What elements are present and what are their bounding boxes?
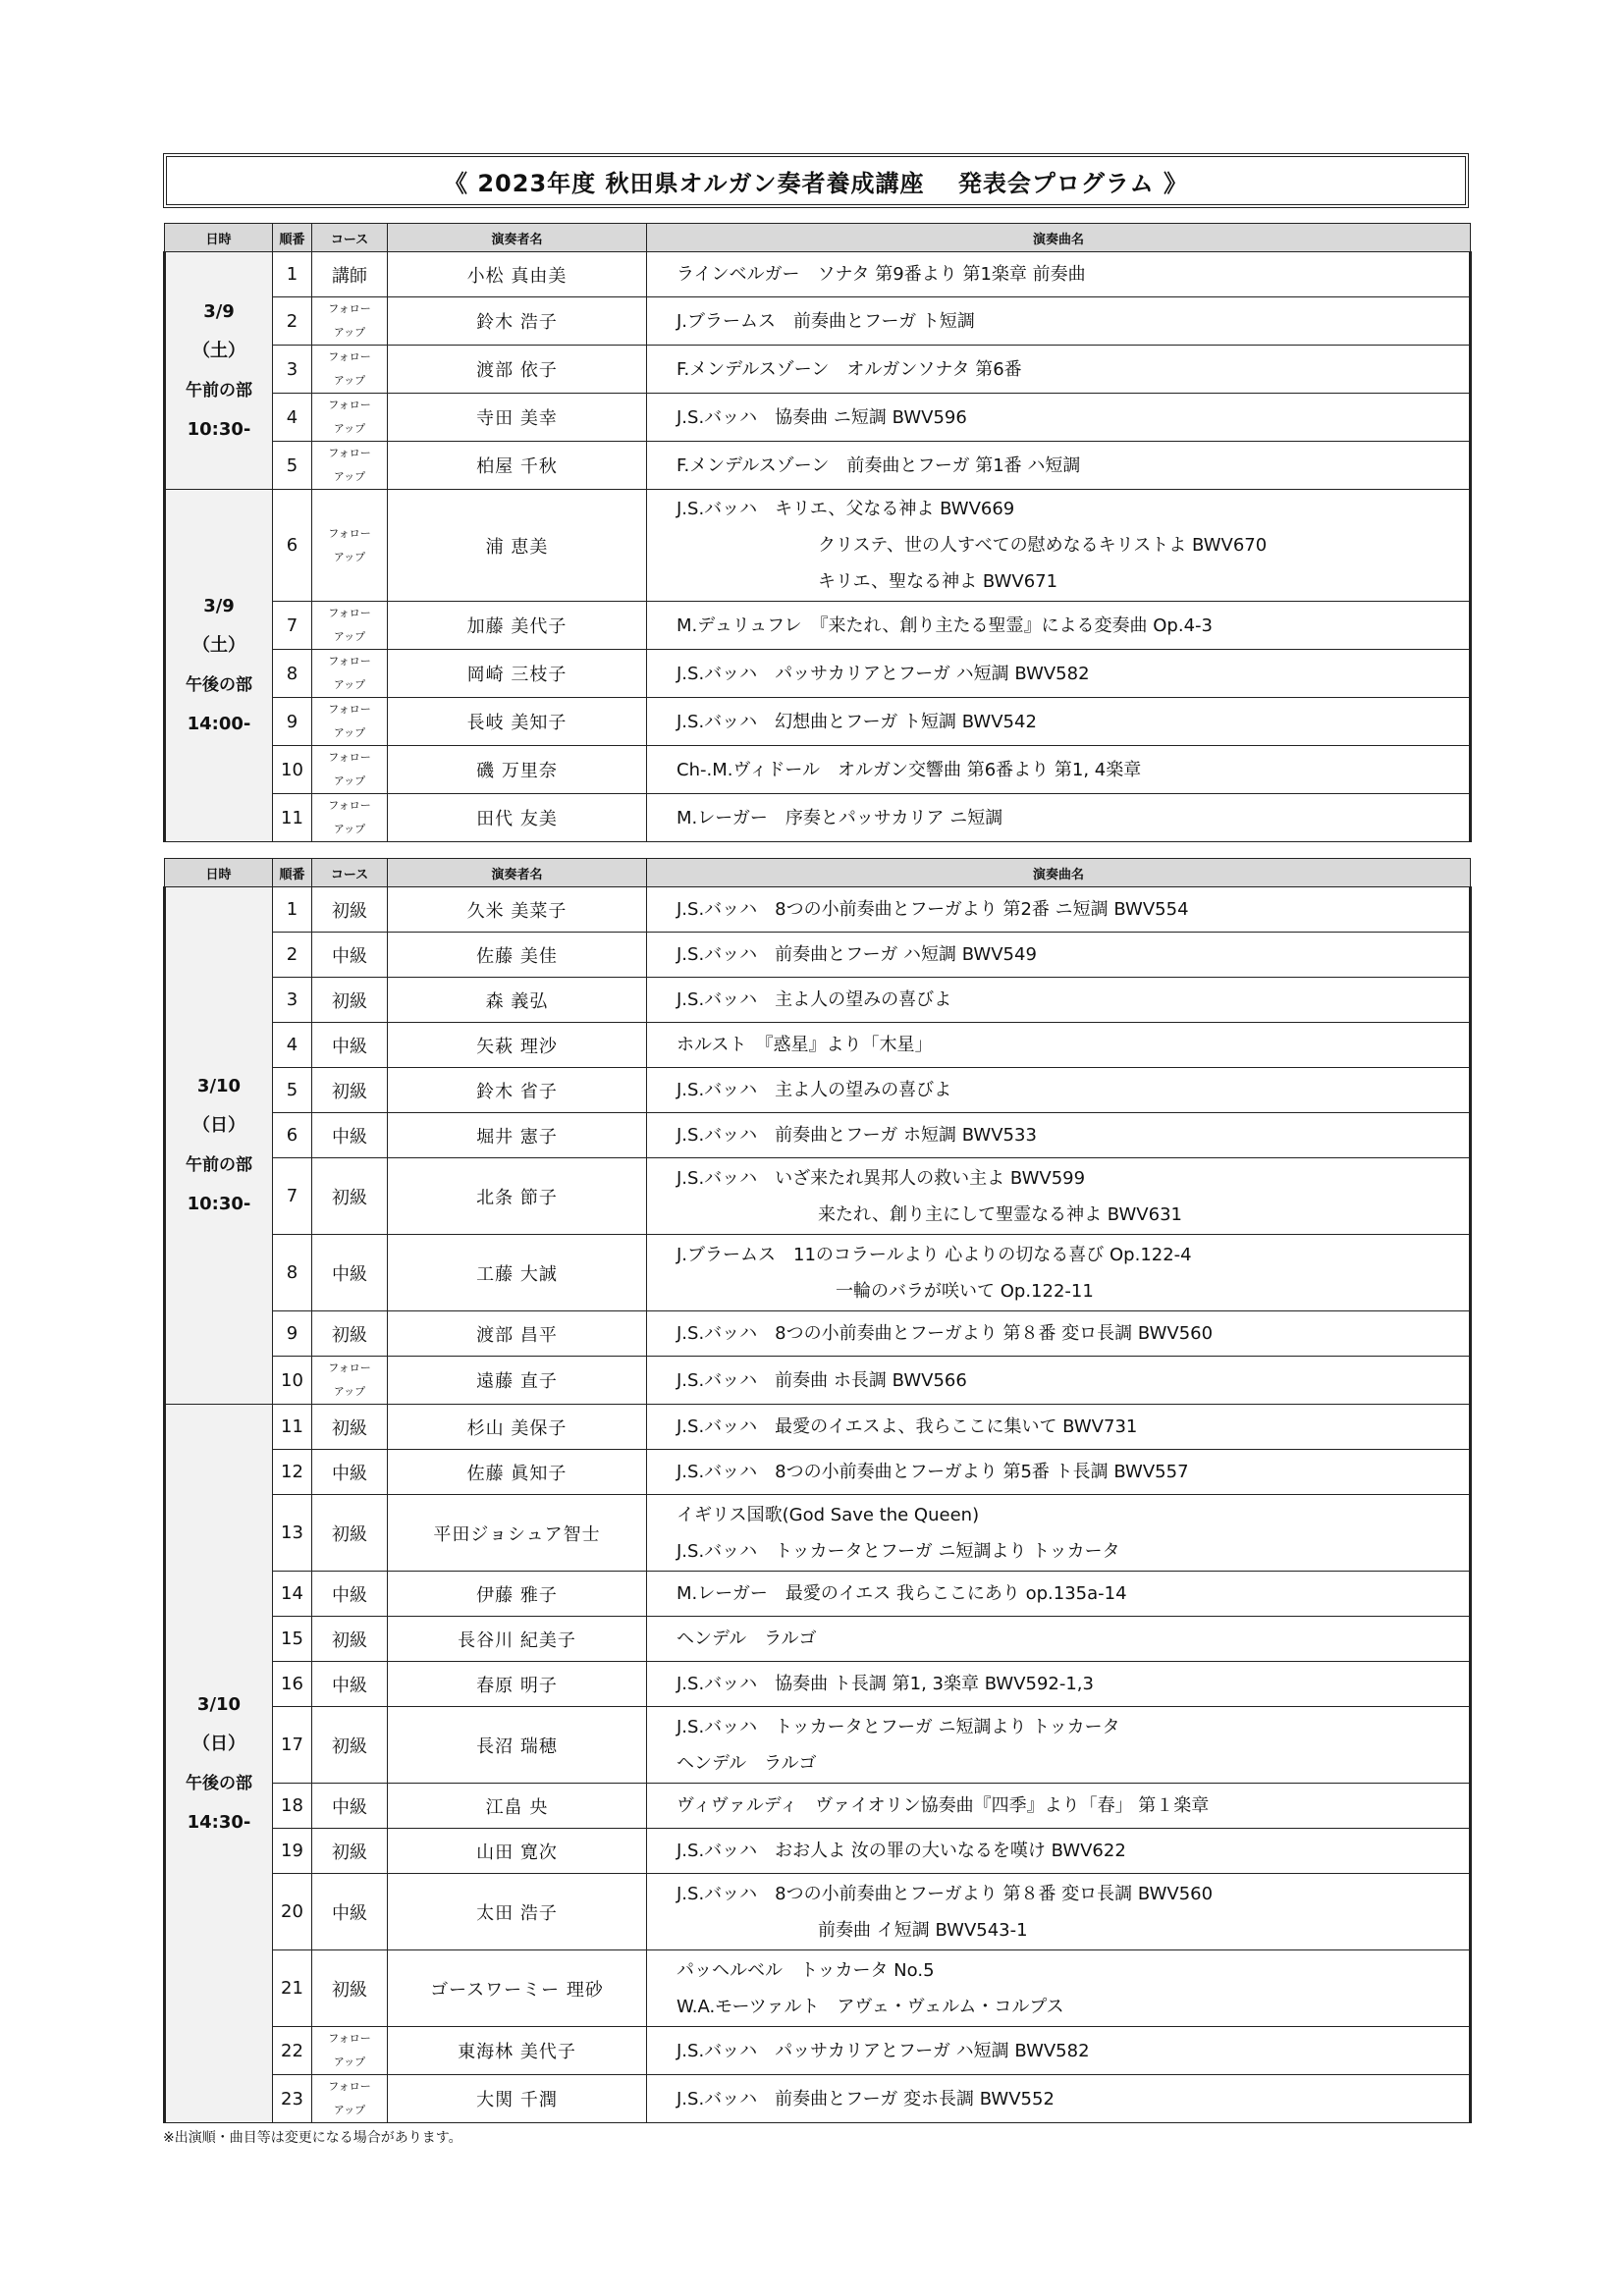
pieces-cell [647,1874,1471,1950]
course-label: 初級 [312,978,388,1023]
piece-line: クリステ、世の人すべての慰めなるキリストよ BWV670 [677,535,1268,556]
session-day: （日） [192,1733,245,1754]
session-date: 3/9 [203,300,235,322]
piece-line: ヘンデル ラルゴ [677,1629,817,1649]
session-time: 14:00- [187,714,251,734]
program-page [163,153,1469,2147]
performer-name: 工藤 大誠 [388,1235,647,1311]
order-number: 17 [273,1707,312,1784]
order-number: 14 [273,1572,312,1617]
pieces-cell [647,1023,1471,1068]
performer-name: 杉山 美保子 [388,1405,647,1450]
session-cell [165,1405,273,2123]
header-row [165,859,1471,887]
table-row [165,1829,1471,1874]
performer-name: 堀井 憲子 [388,1113,647,1158]
pieces-cell [647,1235,1471,1311]
order-number: 6 [273,1113,312,1158]
performer-name: 久米 美菜子 [388,887,647,933]
course-label: 中級 [312,1113,388,1158]
performer-name: 鈴木 省子 [388,1068,647,1113]
piece-line: 来たれ、創り主にして聖霊なる神よ BWV631 [677,1203,1182,1225]
pieces-cell [647,394,1471,442]
footnote: ※出演順・曲目等は変更になる場合があります。 [163,2130,462,2146]
pieces-cell [647,2027,1471,2075]
performer-name: 山田 寛次 [388,1829,647,1874]
pieces-cell [647,978,1471,1023]
table-row [165,394,1471,442]
pieces-cell [647,1495,1471,1572]
piece-line: J.S.バッハ 前奏曲とフーガ ホ短調 BWV533 [677,1125,1037,1146]
pieces-cell [647,1068,1471,1113]
performer-name: 北条 節子 [388,1158,647,1235]
program-title: 《 2023年度 秋田県オルガン奏者養成講座 発表会プログラム 》 [163,153,1469,208]
piece-line: J.S.バッハ 前奏曲とフーガ ハ短調 BWV549 [677,944,1037,965]
order-number: 7 [273,1158,312,1235]
program-table [163,858,1472,2123]
table-row [165,297,1471,346]
performer-name: 佐藤 美佳 [388,933,647,978]
header-order: 順番 [273,859,312,887]
order-number: 4 [273,394,312,442]
session-part: 午前の部 [186,1155,252,1175]
table-row [165,2075,1471,2123]
program-table [163,223,1472,842]
course-label: 中級 [312,1235,388,1311]
order-number: 18 [273,1784,312,1829]
course-label: 初級 [312,1311,388,1357]
table-row [165,650,1471,698]
course-label: 初級 [312,1707,388,1784]
order-number: 8 [273,1235,312,1311]
order-number: 3 [273,978,312,1023]
pieces-cell [647,346,1471,394]
course-label: 中級 [312,1784,388,1829]
piece-line: イギリス国歌(God Save the Queen) [677,1504,980,1525]
piece-line: ラインベルガー ソナタ 第9番より 第1楽章 前奏曲 [677,264,1086,285]
table-row [165,602,1471,650]
header-course: コース [312,224,388,252]
piece-line: J.S.バッハ 最愛のイエスよ、我らここに集いて BWV731 [677,1416,1138,1437]
table-row [165,1311,1471,1357]
performer-name: 江畠 央 [388,1784,647,1829]
pieces-cell [647,698,1471,746]
performer-name: 東海林 美代子 [388,2027,647,2075]
pieces-cell [647,1617,1471,1662]
session-cell [165,252,273,490]
piece-line: パッヘルベル トッカータ No.5 [677,1959,935,1981]
order-number: 22 [273,2027,312,2075]
table-row [165,442,1471,490]
program-tables [163,223,1469,2123]
pieces-cell [647,1158,1471,1235]
piece-line: J.S.バッハ 主よ人の望みの喜びよ [677,1080,952,1100]
order-number: 3 [273,346,312,394]
piece-line: ヘンデル ラルゴ [677,1752,817,1774]
piece-line: J.ブラームス 前奏曲とフーガ ト短調 [677,310,975,332]
table-row [165,1235,1471,1311]
piece-line: キリエ、聖なる神よ BWV671 [677,571,1058,592]
piece-line: J.S.バッハ 前奏曲とフーガ 変ホ長調 BWV552 [677,2088,1055,2109]
course-label: フォロー アップ [312,490,388,602]
pieces-cell [647,794,1471,842]
course-label: 中級 [312,1023,388,1068]
header-pieces: 演奏曲名 [647,859,1471,887]
table-row [165,1357,1471,1405]
table-row [165,1068,1471,1113]
piece-line: J.S.バッハ いざ来たれ異邦人の救い主よ BWV599 [677,1167,1086,1189]
pieces-cell [647,1357,1471,1405]
table-row [165,1023,1471,1068]
piece-line: J.S.バッハ 8つの小前奏曲とフーガより 第2番 ニ短調 BWV554 [677,899,1189,920]
course-label: 初級 [312,1068,388,1113]
order-number: 2 [273,933,312,978]
pieces-cell [647,2075,1471,2123]
table-row [165,1707,1471,1784]
performer-name: ゴースワーミー 理砂 [388,1950,647,2027]
session-part: 午後の部 [186,675,252,695]
session-date: 3/9 [203,596,235,616]
header-row [165,224,1471,252]
pieces-cell [647,297,1471,346]
performer-name: 大関 千潤 [388,2075,647,2123]
table-row [165,1405,1471,1450]
order-number: 9 [273,698,312,746]
session-date: 3/10 [196,1693,242,1715]
table-row [165,1113,1471,1158]
table-row [165,1874,1471,1950]
course-label: フォロー アップ [312,442,388,490]
performer-name: 渡部 昌平 [388,1311,647,1357]
order-number: 20 [273,1874,312,1950]
course-label: 初級 [312,1405,388,1450]
course-label: 初級 [312,1950,388,2027]
performer-name: 加藤 美代子 [388,602,647,650]
pieces-cell [647,746,1471,794]
order-number: 10 [273,746,312,794]
pieces-cell [647,1405,1471,1450]
piece-line: J.S.バッハ 協奏曲 ニ短調 BWV596 [677,406,967,428]
performer-name: 田代 友美 [388,794,647,842]
table-row [165,2027,1471,2075]
table-row [165,1572,1471,1617]
session-date: 3/10 [196,1076,242,1096]
pieces-cell [647,887,1471,933]
pieces-cell [647,1113,1471,1158]
course-label: フォロー アップ [312,394,388,442]
piece-line: J.S.バッハ トッカータとフーガ ニ短調より トッカータ [677,1716,1120,1737]
performer-name: 太田 浩子 [388,1874,647,1950]
course-label: 初級 [312,1829,388,1874]
order-number: 2 [273,297,312,346]
session-cell [165,887,273,1405]
performer-name: 矢萩 理沙 [388,1023,647,1068]
piece-line: M.レーガー 最愛のイエス 我らここにあり op.135a-14 [677,1583,1127,1604]
piece-line: J.S.バッハ 前奏曲 ホ長調 BWV566 [677,1369,967,1391]
order-number: 5 [273,1068,312,1113]
piece-line: F.メンデルスゾーン 前奏曲とフーガ 第1番 ハ短調 [677,454,1081,476]
performer-name: 磯 万里奈 [388,746,647,794]
piece-line: J.S.バッハ パッサカリアとフーガ ハ短調 BWV582 [677,663,1090,684]
performer-name: 渡部 依子 [388,346,647,394]
course-label: フォロー アップ [312,794,388,842]
piece-line: J.S.バッハ 幻想曲とフーガ ト短調 BWV542 [677,711,1037,732]
session-time: 14:30- [187,1811,251,1833]
pieces-cell [647,1450,1471,1495]
order-number: 19 [273,1829,312,1874]
header-date: 日時 [165,859,273,887]
pieces-cell [647,1829,1471,1874]
table-row [165,252,1471,297]
order-number: 11 [273,1405,312,1450]
piece-line: J.ブラームス 11のコラールより 心よりの切なる喜び Op.122-4 [677,1244,1192,1265]
piece-line: J.S.バッハ キリエ、父なる神よ BWV669 [677,499,1015,519]
course-label: 中級 [312,1662,388,1707]
table-row [165,1617,1471,1662]
order-number: 8 [273,650,312,698]
pieces-cell [647,1662,1471,1707]
session-time: 10:30- [187,1194,251,1214]
course-label: フォロー アップ [312,297,388,346]
piece-line: 前奏曲 イ短調 BWV543-1 [677,1919,1028,1941]
piece-line: 一輪のバラが咲いて Op.122-11 [677,1280,1094,1302]
header-date: 日時 [165,224,273,252]
order-number: 21 [273,1950,312,2027]
course-label: フォロー アップ [312,1357,388,1405]
performer-name: 遠藤 直子 [388,1357,647,1405]
session-day: （土） [192,340,245,361]
session-part: 午前の部 [186,380,252,400]
table-row [165,887,1471,933]
piece-line: M.レーガー 序奏とパッサカリア ニ短調 [677,807,1003,828]
performer-name: 寺田 美幸 [388,394,647,442]
table-row [165,490,1471,602]
performer-name: 長谷川 紀美子 [388,1617,647,1662]
session-time: 10:30- [187,418,251,440]
table-row [165,978,1471,1023]
piece-line: J.S.バッハ パッサカリアとフーガ ハ短調 BWV582 [677,2040,1090,2061]
table-row [165,1495,1471,1572]
piece-line: J.S.バッハ 主よ人の望みの喜びよ [677,989,952,1010]
order-number: 6 [273,490,312,602]
pieces-cell [647,602,1471,650]
course-label: フォロー アップ [312,602,388,650]
table-row [165,933,1471,978]
order-number: 16 [273,1662,312,1707]
pieces-cell [647,1311,1471,1357]
course-label: 中級 [312,1450,388,1495]
pieces-cell [647,1572,1471,1617]
performer-name: 鈴木 浩子 [388,297,647,346]
order-number: 5 [273,442,312,490]
pieces-cell [647,442,1471,490]
table-row [165,1450,1471,1495]
course-label: 講師 [312,252,388,297]
table-row [165,346,1471,394]
table-row [165,794,1471,842]
piece-line: J.S.バッハ 8つの小前奏曲とフーガより 第5番 ト長調 BWV557 [677,1462,1189,1482]
course-label: フォロー アップ [312,2027,388,2075]
course-label: フォロー アップ [312,650,388,698]
performer-name: 岡崎 三枝子 [388,650,647,698]
table-row [165,1950,1471,2027]
course-label: フォロー アップ [312,746,388,794]
performer-name: 長沼 瑞穂 [388,1707,647,1784]
course-label: 中級 [312,933,388,978]
course-label: フォロー アップ [312,2075,388,2123]
performer-name: 柏屋 千秋 [388,442,647,490]
session-day: （日） [192,1115,245,1136]
order-number: 15 [273,1617,312,1662]
table-row [165,1158,1471,1235]
pieces-cell [647,1784,1471,1829]
order-number: 11 [273,794,312,842]
order-number: 4 [273,1023,312,1068]
course-label: 中級 [312,1874,388,1950]
session-cell [165,490,273,842]
piece-line: J.S.バッハ 8つの小前奏曲とフーガより 第８番 変ロ長調 BWV560 [677,1883,1214,1904]
piece-line: J.S.バッハ おお人よ 汝の罪の大いなるを嘆け BWV622 [677,1841,1126,1861]
table-gap [163,842,1469,858]
piece-line: J.S.バッハ 協奏曲 ト長調 第1, 3楽章 BWV592-1,3 [677,1674,1094,1694]
piece-line: W.A.モーツァルト アヴェ・ヴェルム・コルプス [677,1996,1064,2017]
header-pieces: 演奏曲名 [647,224,1471,252]
performer-name: 春原 明子 [388,1662,647,1707]
table-row [165,1784,1471,1829]
performer-name: 伊藤 雅子 [388,1572,647,1617]
order-number: 10 [273,1357,312,1405]
order-number: 7 [273,602,312,650]
piece-line: J.S.バッハ 8つの小前奏曲とフーガより 第８番 変ロ長調 BWV560 [677,1323,1214,1344]
performer-name: 佐藤 眞知子 [388,1450,647,1495]
piece-line: Ch-.M.ヴィドール オルガン交響曲 第6番より 第1, 4楽章 [677,759,1142,780]
performer-name: 平田ジョシュア智士 [388,1495,647,1572]
course-label: 初級 [312,887,388,933]
header-course: コース [312,859,388,887]
order-number: 23 [273,2075,312,2123]
course-label: フォロー アップ [312,346,388,394]
performer-name: 森 義弘 [388,978,647,1023]
course-label: 初級 [312,1158,388,1235]
table-row [165,698,1471,746]
order-number: 1 [273,887,312,933]
order-number: 12 [273,1450,312,1495]
performer-name: 長岐 美知子 [388,698,647,746]
performer-name: 浦 恵美 [388,490,647,602]
order-number: 13 [273,1495,312,1572]
pieces-cell [647,490,1471,602]
header-performer: 演奏者名 [388,859,647,887]
pieces-cell [647,1950,1471,2027]
course-label: フォロー アップ [312,698,388,746]
pieces-cell [647,650,1471,698]
table-row [165,1662,1471,1707]
order-number: 1 [273,252,312,297]
header-performer: 演奏者名 [388,224,647,252]
pieces-cell [647,252,1471,297]
piece-line: J.S.バッハ トッカータとフーガ ニ短調より トッカータ [677,1540,1120,1562]
session-part: 午後の部 [186,1773,252,1793]
piece-line: F.メンデルスゾーン オルガンソナタ 第6番 [677,358,1022,380]
pieces-cell [647,933,1471,978]
piece-line: M.デュリュフレ 『来たれ、創り主たる聖霊』による変奏曲 Op.4-3 [677,614,1213,636]
piece-line: ホルスト 『惑星』より「木星」 [677,1035,933,1055]
performer-name: 小松 真由美 [388,252,647,297]
table-row [165,746,1471,794]
course-label: 初級 [312,1495,388,1572]
course-label: 初級 [312,1617,388,1662]
piece-line: ヴィヴァルディ ヴァイオリン協奏曲『四季』より「春」 第１楽章 [677,1795,1210,1816]
course-label: 中級 [312,1572,388,1617]
pieces-cell [647,1707,1471,1784]
order-number: 9 [273,1311,312,1357]
session-day: （土） [192,635,245,656]
header-order: 順番 [273,224,312,252]
